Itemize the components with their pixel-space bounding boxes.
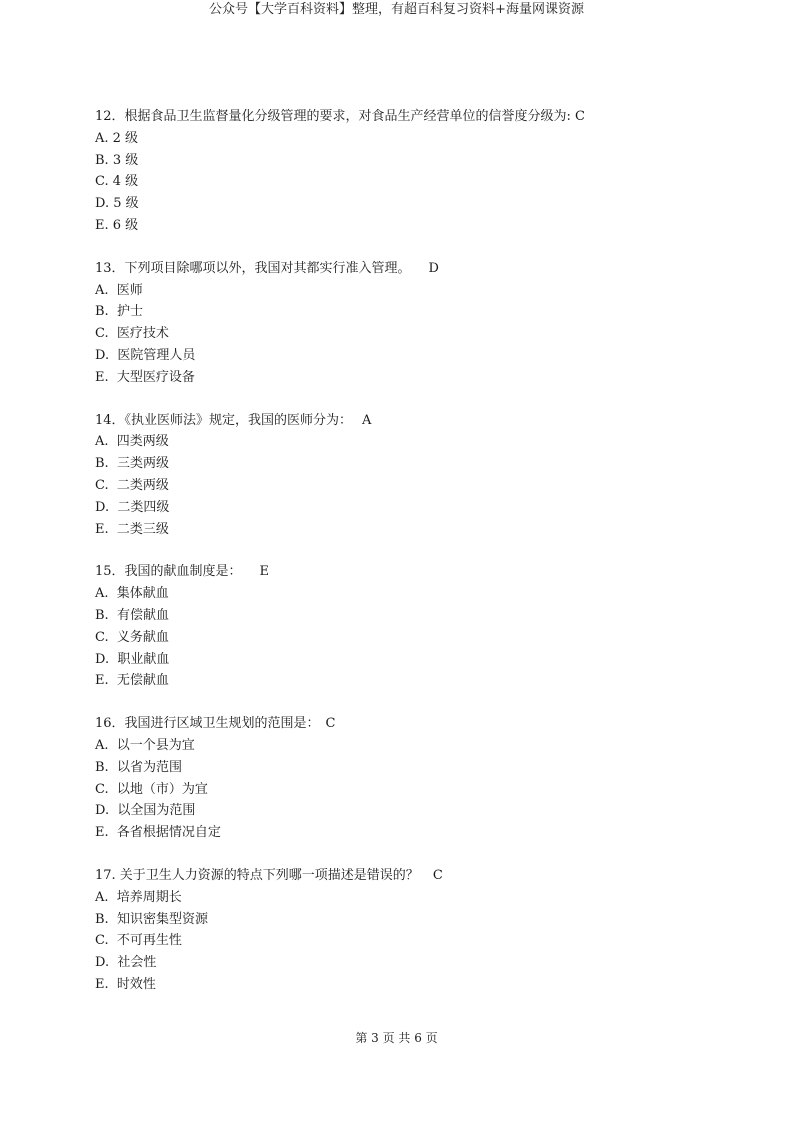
page-number: 第 3 页 共 6 页 <box>355 1031 438 1045</box>
question-stem <box>95 106 735 128</box>
option-e: E. 二类三级 <box>95 521 169 537</box>
question-answer: E <box>259 564 270 580</box>
option-b: B. 护士 <box>95 304 143 320</box>
question-answer: C <box>432 867 443 883</box>
option-e: E. 各省根据情况自定 <box>95 825 221 841</box>
option-b: B. 三类两级 <box>95 456 169 472</box>
question-text: 13．下列项目除哪项以外，我国对其都实行准入管理。 <box>95 260 411 276</box>
option-a: A. 培养周期长 <box>95 889 182 905</box>
option-b: B. 以省为范围 <box>95 759 182 775</box>
question-stem <box>95 865 735 887</box>
question-stem <box>95 713 735 735</box>
option-c: C. 不可再生性 <box>95 933 182 949</box>
page-header: 公众号【大学百科资料】整理，有超百科复习资料+海量网课资源 <box>209 2 584 17</box>
question-text: 16．我国进行区域卫生规划的范围是： <box>95 716 320 732</box>
question-12 <box>95 106 735 237</box>
question-answer: A <box>362 412 372 428</box>
option-d: D. 以全国为范围 <box>95 803 196 819</box>
option-a: A. 集体献血 <box>95 586 169 602</box>
question-16 <box>95 713 735 844</box>
question-answer: C <box>574 109 585 124</box>
question-answer: D <box>428 260 439 276</box>
option-d: D. 医院管理人员 <box>95 347 196 363</box>
question-14 <box>95 410 735 541</box>
option-e: E. 大型医疗设备 <box>95 369 195 385</box>
option-e: E. 无偿献血 <box>95 673 169 689</box>
option-a: A. 四类两级 <box>95 434 169 450</box>
question-17 <box>95 865 735 996</box>
option-a: A. 医师 <box>95 282 143 298</box>
option-d: D. 5 级 <box>95 196 139 212</box>
question-text: 15．我国的献血制度是： <box>95 564 242 580</box>
option-d: D. 二类四级 <box>95 499 170 515</box>
question-stem <box>95 410 735 432</box>
option-c: C. 义务献血 <box>95 629 169 645</box>
question-text: 14．《执业医师法》规定，我国的医师分为： <box>95 412 353 428</box>
option-b: B. 知识密集型资源 <box>95 911 208 927</box>
option-d: D. 社会性 <box>95 955 157 971</box>
option-e: E. 时效性 <box>95 976 156 992</box>
question-answer: C <box>325 716 336 732</box>
option-a: A. 以一个县为宜 <box>95 737 195 753</box>
option-c: C. 4 级 <box>95 174 139 190</box>
question-text: 12．根据食品卫生监督量化分级管理的要求，对食品生产经营单位的信誉度分级为: <box>95 109 571 124</box>
option-a: A. 2 级 <box>95 130 139 146</box>
question-list <box>95 106 735 1017</box>
option-c: C. 二类两级 <box>95 477 169 493</box>
question-13 <box>95 258 735 389</box>
question-stem <box>95 258 735 280</box>
option-b: B. 3 级 <box>95 152 139 168</box>
option-d: D. 职业献血 <box>95 651 170 667</box>
question-15 <box>95 561 735 692</box>
option-c: C. 以地（市）为宜 <box>95 781 208 797</box>
option-e: E. 6 级 <box>95 217 139 233</box>
option-c: C. 医疗技术 <box>95 326 169 342</box>
question-stem <box>95 561 735 583</box>
option-b: B. 有偿献血 <box>95 607 169 623</box>
question-text: 17. 关于卫生人力资源的特点下列哪一项描述是错误的？ <box>95 867 419 883</box>
